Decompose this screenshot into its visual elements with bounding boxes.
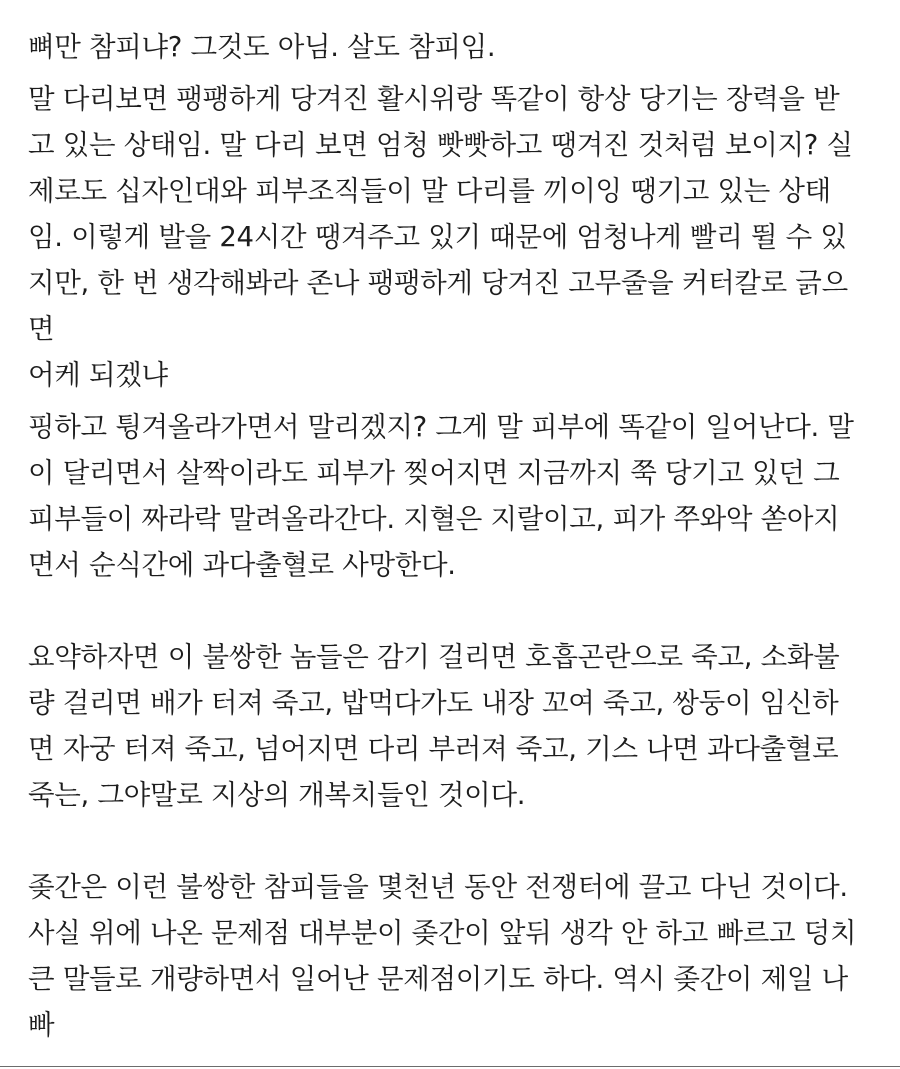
paragraph-gap [28,594,874,634]
paragraph-4: 요약하자면 이 불쌍한 놈들은 감기 걸리면 호흡곤란으로 죽고, 소화불 량 걸리면 배가 터져 죽고, 밥먹다가도 내장 꼬여 죽고, 쌍둥이 임신하 면 자궁 터져 죽고, 넘어지면 다리 부러져 죽고, 기스 나면 과다출혈로 죽는, 그야말로 지상의 개복치들인 것이다. [28,641,840,811]
bottom-divider [0,1066,900,1067]
article-body [28,24,874,1054]
paragraph-gap [28,824,874,864]
paragraph-2: 말 다리보면 팽팽하게 당겨진 활시위랑 똑같이 항상 당기는 장력을 받 고 있는 상태임. 말 다리 보면 엄청 빳빳하고 땡겨진 것처럼 보이지? 실 제로도 십자인대와 피부조직들이 말 다리를 끼이잉 땡기고 있는 상태 임. 이렇게 발을 24시간 땡겨주고 있기 때문에 엄청나게 빨리 뛸 수 있 지만, 한 번 생각해봐라 존나 팽팽하게 당겨진 고무줄을 커터칼로 긁으면 어케 되겠냐 [28,83,853,391]
paragraph-1: 뼈만 참피냐? 그것도 아님. 살도 참피임. [28,31,496,63]
paragraph-3: 핑하고 튕겨올라가면서 말리겠지? 그게 말 피부에 똑같이 일어난다. 말 이 달리면서 살짝이라도 피부가 찢어지면 지금까지 쭉 당기고 있던 그 피부들이 짜라락 말려올라간다. 지혈은 지랄이고, 피가 쭈와악 쏟아지 면서 순식간에 과다출혈로 사망한다. [28,411,854,581]
paragraph-5: 좆간은 이런 불쌍한 참피들을 몇천년 동안 전쟁터에 끌고 다닌 것이다. 사실 위에 나온 문제점 대부분이 좆간이 앞뒤 생각 안 하고 빠르고 덩치 큰 말들로 개량하면서 일어난 문제점이기도 하다. 역시 좆간이 제일 나 빠 [28,871,857,1041]
